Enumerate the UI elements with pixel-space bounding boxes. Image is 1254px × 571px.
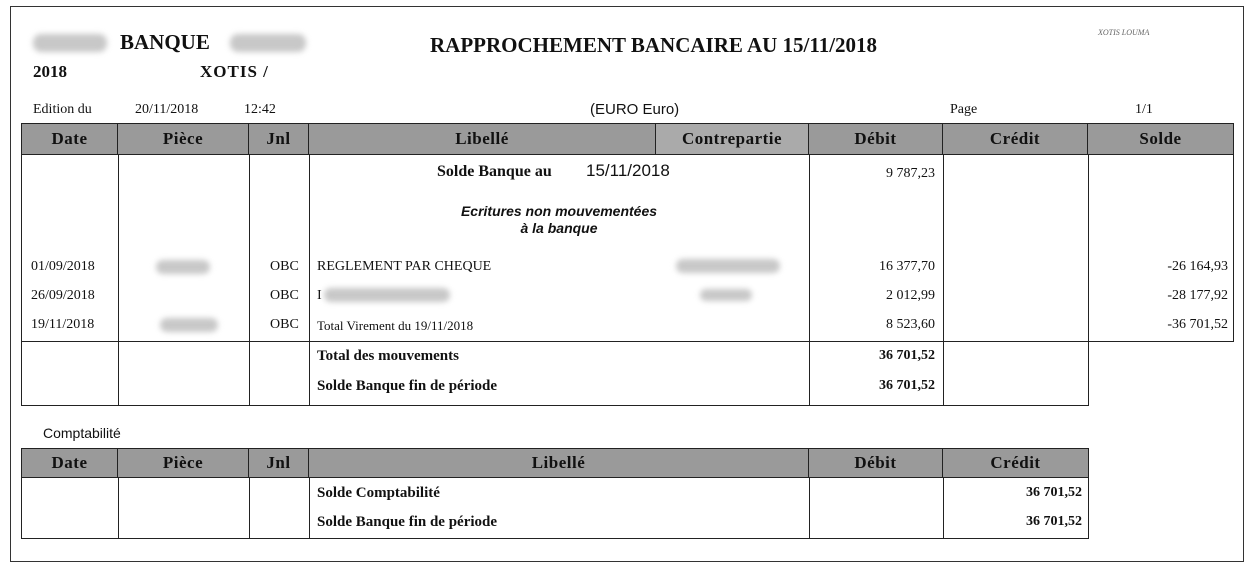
col-debit: Débit — [809, 124, 943, 154]
grid-line — [21, 341, 22, 405]
company-name: XOTIS / — [200, 62, 269, 81]
redacted-contrepartie — [676, 259, 780, 273]
grid-line — [1088, 478, 1089, 538]
section-label-line2: à la banque — [520, 220, 598, 236]
row1-debit: 16 377,70 — [879, 259, 935, 274]
compta-col-piece: Pièce — [118, 449, 249, 477]
col-solde: Solde — [1088, 124, 1233, 154]
opening-balance-date: 15/11/2018 — [586, 161, 670, 180]
grid-line — [809, 155, 810, 341]
grid-line — [1088, 341, 1089, 405]
grid-line — [249, 155, 250, 341]
col-piece: Pièce — [118, 124, 249, 154]
grid-line — [309, 341, 310, 405]
row3-date: 19/11/2018 — [31, 317, 95, 332]
grid-line — [118, 155, 119, 341]
redacted-contrepartie — [700, 289, 752, 301]
edition-label: Edition du — [33, 102, 92, 117]
opening-balance-label: Solde Banque au — [437, 163, 552, 180]
grid-line — [118, 341, 119, 405]
redacted-bank-prefix — [33, 34, 107, 52]
redacted-piece — [156, 260, 210, 274]
row3-libelle: Total Virement du 19/11/2018 — [317, 318, 474, 333]
row2-debit: 2 012,99 — [886, 288, 935, 303]
end-balance-debit: 36 701,52 — [879, 378, 935, 393]
grid-line — [809, 478, 810, 538]
edition-date: 20/11/2018 — [135, 102, 199, 117]
row2-libelle: I — [317, 288, 322, 303]
grid-line — [249, 478, 250, 538]
compta-col-libelle: Libellé — [309, 449, 809, 477]
compta-balance-label: Solde Comptabilité — [317, 485, 440, 501]
total-movements-label: Total des mouvements — [317, 348, 459, 364]
row3-jnl: OBC — [270, 317, 299, 332]
compta-end-balance-credit: 36 701,52 — [1026, 514, 1082, 529]
grid-line — [943, 341, 944, 405]
row3-debit: 8 523,60 — [886, 317, 935, 332]
redacted-piece — [160, 318, 218, 332]
bank-label: BANQUE — [120, 30, 210, 54]
grid-line — [1088, 155, 1089, 341]
currency-label: (EURO Euro) — [590, 101, 680, 118]
row3-solde: -36 701,52 — [1167, 317, 1228, 332]
row1-date: 01/09/2018 — [31, 259, 95, 274]
compta-end-balance-label: Solde Banque fin de période — [317, 514, 498, 530]
col-contrepartie: Contrepartie — [656, 124, 809, 154]
grid-line — [21, 478, 22, 538]
row1-libelle: REGLEMENT PAR CHEQUE — [317, 259, 492, 274]
row2-jnl: OBC — [270, 288, 299, 303]
report-frame — [10, 6, 1244, 562]
grid-line — [21, 155, 22, 341]
col-jnl: Jnl — [249, 124, 309, 154]
corner-note: XOTIS LOUMA — [1098, 28, 1150, 37]
compta-col-credit: Crédit — [943, 449, 1088, 477]
grid-line — [1233, 155, 1234, 341]
page-label: Page — [950, 102, 978, 117]
section-label-line1: Ecritures non mouvementées — [460, 203, 658, 219]
row2-solde: -28 177,92 — [1167, 288, 1228, 303]
grid-line — [249, 341, 250, 405]
compta-col-debit: Débit — [809, 449, 943, 477]
row1-jnl: OBC — [270, 259, 299, 274]
compta-section-title: Comptabilité — [43, 425, 121, 441]
grid-line — [809, 341, 810, 405]
total-movements-debit: 36 701,52 — [879, 348, 935, 363]
grid-line — [21, 341, 1234, 342]
page-value: 1/1 — [1135, 102, 1153, 117]
col-date: Date — [22, 124, 118, 154]
grid-line — [309, 155, 310, 341]
row2-date: 26/09/2018 — [31, 288, 95, 303]
report-year: 2018 — [33, 62, 67, 81]
edition-time: 12:42 — [244, 102, 276, 117]
redacted-bank-name — [230, 34, 306, 52]
col-libelle: Libellé — [309, 124, 656, 154]
grid-line — [118, 478, 119, 538]
end-balance-label: Solde Banque fin de période — [317, 378, 498, 394]
opening-balance-debit: 9 787,23 — [886, 166, 935, 181]
compta-balance-credit: 36 701,52 — [1026, 485, 1082, 500]
redacted-libelle — [324, 288, 450, 302]
grid-line — [21, 405, 1089, 406]
col-credit: Crédit — [943, 124, 1088, 154]
grid-line — [943, 155, 944, 341]
grid-line — [309, 478, 310, 538]
compta-col-jnl: Jnl — [249, 449, 309, 477]
grid-line — [943, 478, 944, 538]
report-title: RAPPROCHEMENT BANCAIRE AU 15/11/2018 — [430, 33, 878, 57]
grid-line — [21, 538, 1089, 539]
row1-solde: -26 164,93 — [1167, 259, 1228, 274]
compta-col-date: Date — [22, 449, 118, 477]
